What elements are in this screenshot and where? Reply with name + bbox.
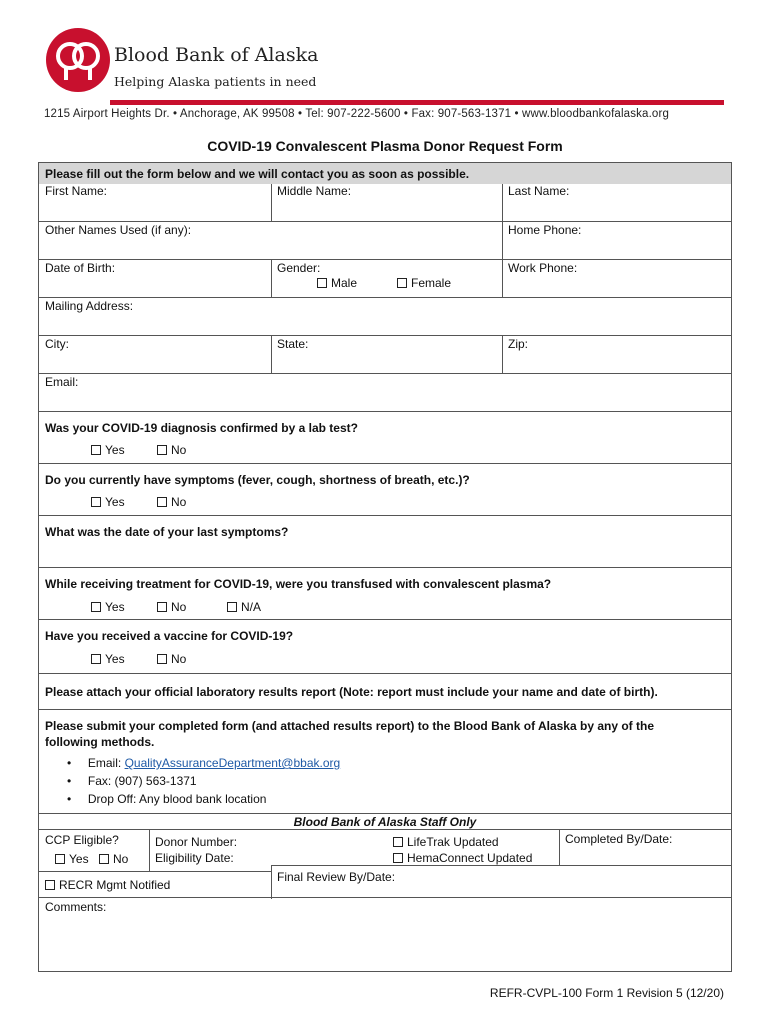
- female-checkbox[interactable]: [397, 278, 407, 288]
- state-label: State:: [277, 337, 309, 351]
- q5-yes-checkbox[interactable]: [91, 654, 101, 664]
- hemaconnect-checkbox[interactable]: [393, 853, 403, 863]
- submit-instructions-1: Please submit your completed form (and attached results report) to the Blood Bank of Alaska by any of the: [45, 719, 654, 733]
- no-label: No: [171, 495, 187, 509]
- email-link[interactable]: QualityAssuranceDepartment@bbak.org: [124, 756, 341, 770]
- q1-no-checkbox[interactable]: [157, 445, 167, 455]
- gender-female-option[interactable]: [397, 276, 451, 290]
- recr-checkbox[interactable]: [45, 880, 55, 890]
- donor-number-label: Donor Number:: [155, 835, 238, 849]
- question-vaccine: Have you received a vaccine for COVID-19?: [45, 629, 294, 643]
- q2-yes-checkbox[interactable]: [91, 497, 101, 507]
- eligibility-date-label: Eligibility Date:: [155, 851, 234, 865]
- question-lab-test: Was your COVID-19 diagnosis confirmed by a lab test?: [45, 421, 358, 435]
- ccp-no-option[interactable]: [99, 852, 128, 866]
- home-phone-label: Home Phone:: [508, 223, 582, 237]
- question-convalescent-plasma: While receiving treatment for COVID-19, were you transfused with convalescent plasma?: [45, 577, 552, 591]
- header-rule: [110, 100, 724, 105]
- other-names-label: Other Names Used (if any):: [45, 223, 192, 237]
- zip-label: Zip:: [508, 337, 529, 351]
- completed-by-label: Completed By/Date:: [565, 832, 673, 846]
- na-label: N/A: [241, 600, 262, 614]
- lifetrak-checkbox[interactable]: [393, 837, 403, 847]
- mailing-address-label: Mailing Address:: [45, 299, 134, 313]
- q2-no-checkbox[interactable]: [157, 497, 167, 507]
- q5-no-checkbox[interactable]: [157, 654, 167, 664]
- no-label: No: [171, 652, 187, 666]
- submit-instructions-2: following methods.: [45, 735, 155, 749]
- org-tagline: Helping Alaska patients in need: [114, 74, 317, 89]
- question-last-symptoms: What was the date of your last symptoms?: [45, 525, 289, 539]
- method-fax: • Fax: (907) 563-1371: [67, 774, 197, 788]
- city-label: City:: [45, 337, 69, 351]
- email-label: Email:: [45, 375, 79, 389]
- lifetrak-option[interactable]: [393, 835, 499, 849]
- hemaconnect-label: HemaConnect Updated: [407, 851, 533, 865]
- yes-label: Yes: [105, 652, 125, 666]
- q4-no-checkbox[interactable]: [157, 602, 167, 612]
- q2-yes-option[interactable]: [91, 495, 125, 509]
- q1-yes-option[interactable]: [91, 443, 125, 457]
- q4-na-checkbox[interactable]: [227, 602, 237, 612]
- recr-label: RECR Mgmt Notified: [59, 878, 171, 892]
- fax-method-label: Fax: (907) 563-1371: [87, 774, 197, 788]
- method-dropoff: • Drop Off: Any blood bank location: [67, 792, 267, 806]
- middle-name-label: Middle Name:: [277, 184, 352, 198]
- blood-bank-logo-icon: [44, 26, 112, 94]
- dropoff-method-label: Drop Off: Any blood bank location: [87, 792, 267, 806]
- q4-no-option[interactable]: [157, 600, 186, 614]
- first-name-label: First Name:: [45, 184, 108, 198]
- no-label: No: [171, 600, 187, 614]
- yes-label: Yes: [105, 443, 125, 457]
- male-label: Male: [331, 276, 358, 290]
- recr-option[interactable]: [45, 878, 170, 892]
- email-method-label: Email:: [87, 756, 125, 770]
- ccp-yes-option[interactable]: [55, 852, 89, 866]
- contact-line: 1215 Airport Heights Dr. • Anchorage, AK 99508 • Tel: 907-222-5600 • Fax: 907-563-1371 • www.bloodbankofalaska.org: [44, 108, 669, 120]
- attach-note: Please attach your official laboratory results report (Note: report must include your name and date of birth).: [45, 685, 658, 699]
- q1-no-option[interactable]: [157, 443, 186, 457]
- q5-no-option[interactable]: [157, 652, 186, 666]
- work-phone-label: Work Phone:: [508, 261, 578, 275]
- ccp-yes-checkbox[interactable]: [55, 854, 65, 864]
- letterhead: [40, 22, 730, 102]
- last-name-label: Last Name:: [508, 184, 570, 198]
- final-review-label: Final Review By/Date:: [277, 870, 396, 884]
- ccp-yes-label: Yes: [69, 852, 89, 866]
- lifetrak-label: LifeTrak Updated: [407, 835, 499, 849]
- q5-yes-option[interactable]: [91, 652, 125, 666]
- comments-label: Comments:: [45, 900, 107, 914]
- form-revision: REFR-CVPL-100 Form 1 Revision 5 (12/20): [489, 986, 724, 1000]
- dob-label: Date of Birth:: [45, 261, 116, 275]
- hemaconnect-option[interactable]: [393, 851, 532, 865]
- q4-na-option[interactable]: [227, 600, 261, 614]
- gender-label: Gender:: [277, 261, 321, 275]
- female-label: Female: [411, 276, 452, 290]
- ccp-no-label: No: [113, 852, 129, 866]
- ccp-eligible-label: CCP Eligible?: [45, 833, 119, 847]
- q4-yes-option[interactable]: [91, 600, 125, 614]
- intro-text: Please fill out the form below and we will contact you as soon as possible.: [45, 167, 470, 181]
- no-label: No: [171, 443, 187, 457]
- yes-label: Yes: [105, 600, 125, 614]
- org-name: Blood Bank of Alaska: [114, 44, 319, 66]
- form-frame: [38, 162, 732, 972]
- staff-heading: Blood Bank of Alaska Staff Only: [293, 815, 477, 829]
- male-checkbox[interactable]: [317, 278, 327, 288]
- q2-no-option[interactable]: [157, 495, 186, 509]
- question-symptoms: Do you currently have symptoms (fever, cough, shortness of breath, etc.)?: [45, 473, 470, 487]
- page-title: COVID-19 Convalescent Plasma Donor Request Form: [207, 138, 563, 154]
- q1-yes-checkbox[interactable]: [91, 445, 101, 455]
- gender-male-option[interactable]: [317, 276, 357, 290]
- q4-yes-checkbox[interactable]: [91, 602, 101, 612]
- ccp-no-checkbox[interactable]: [99, 854, 109, 864]
- method-email: • Email: QualityAssuranceDepartment@bbak.org: [67, 756, 341, 770]
- yes-label: Yes: [105, 495, 125, 509]
